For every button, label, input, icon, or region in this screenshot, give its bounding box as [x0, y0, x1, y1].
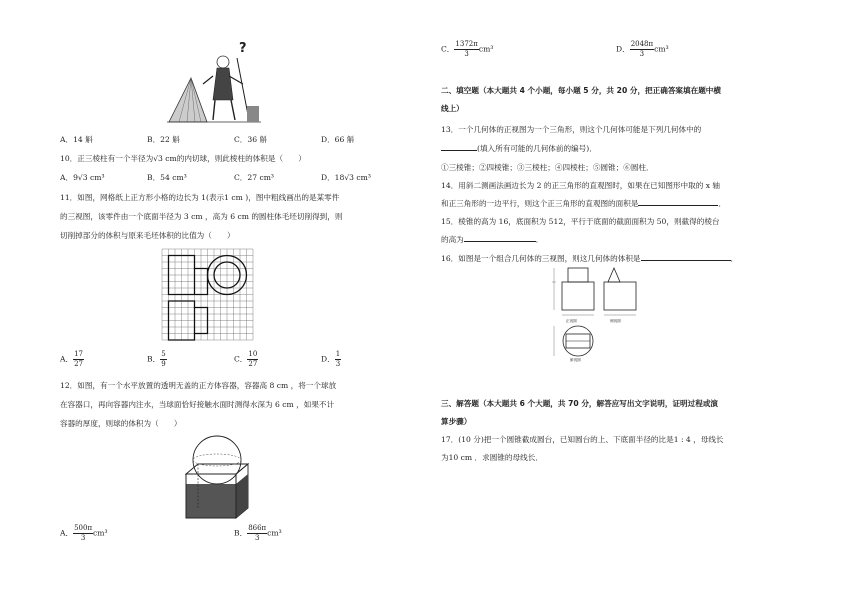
- q11-line-3: 切削掉部分的体积与原来毛坯体积的比值为（ ）: [60, 231, 235, 240]
- q12-option-c: C． $\frac{1372\pi}{3}$ cm³: [441, 40, 494, 58]
- q16-answer-blank[interactable]: [641, 260, 731, 261]
- q9-rice-pile-illustration: [165, 40, 265, 125]
- q12-option-d: D． $\frac{2048\pi}{3}$ cm³: [616, 40, 669, 58]
- q10-option-c: C．27 cm³: [234, 173, 274, 182]
- q10-question: 10．正三棱柱有一个半径为√3 cm的内切球，则此棱柱的体积是（ ）: [60, 154, 306, 163]
- q12-line-1: 12．如图，有一个水平放置的透明无盖的正方体容器，容器高 8 cm ，将一个球放: [60, 381, 337, 390]
- q12-cube-sphere-figure: [180, 434, 255, 520]
- q14-line-1: 14．用斜二测画法画边长为 2 的正三角形的直观图时，如果在已知图形中取的 x 轴: [441, 181, 721, 190]
- q17-line-1: 17．(10 分)把一个圆锥截成圆台，已知圆台的上、下底面半径的比是1 : 4 ，母线长: [441, 435, 724, 444]
- q10-option-a: A．9√3 cm³: [60, 173, 105, 182]
- q13-line-2: (填入所有可能的几何体前的编号)．: [441, 143, 597, 154]
- q10-option-d: D．18√3 cm³: [321, 173, 371, 182]
- q14-answer-blank[interactable]: [638, 205, 718, 206]
- q13-answer-blank[interactable]: [441, 150, 477, 151]
- q9-option-a: A．14 斛: [60, 135, 93, 144]
- svg-text:?: ?: [239, 41, 247, 56]
- front-view-label: 正视图: [566, 319, 577, 323]
- q11-option-a: A． $\frac{17}{27}$: [60, 350, 83, 368]
- q9-option-b: B．22 斛: [147, 135, 180, 144]
- q15-answer-blank[interactable]: [464, 241, 536, 242]
- side-view-label: 侧视图: [610, 319, 621, 323]
- q9-option-d: D．66 斛: [321, 135, 355, 144]
- q17-line-2: 为10 cm ．求圆锥的母线长．: [441, 453, 543, 462]
- q13-line-3: ①三棱锥；②四棱锥；③三棱柱；④四棱柱；⑤圆锥；⑥圆柱．: [441, 163, 654, 172]
- q11-option-d: D． $\frac{1}{3}$: [321, 350, 341, 368]
- q16-question: 16．如图是一个组合几何体的三视图，则这几何体的体积是 ．: [441, 254, 739, 263]
- q11-option-c: C． $\frac{10}{27}$: [234, 350, 258, 368]
- q11-option-b: B． $\frac{5}{9}$: [147, 350, 166, 368]
- section-2-heading-line-2: 线上）: [441, 104, 464, 113]
- q10-option-b: B．54 cm³: [147, 173, 187, 182]
- q11-three-view-grid: [158, 245, 268, 347]
- q15-line-1: 15．棱锥的高为 16，底面积为 512，平行于底面的截面面积为 50，则截得的棱台: [441, 217, 720, 226]
- top-view-label: 俯视图: [570, 358, 581, 362]
- q13-line-1: 13．一个几何体的正视图为一个三角形，则这个几何体可能是下列几何体中的: [441, 125, 702, 134]
- q14-line-2: 和正三角形的一边平行，则这个正三角形的直观图的面积是 ．: [441, 199, 727, 208]
- section-3-heading-line-2: 算步骤）: [441, 417, 472, 426]
- q16-three-view-figure: [548, 262, 643, 362]
- q11-line-2: 的三视图，该零件由一个底面半径为 3 cm ，高为 6 cm 的圆柱体毛坯切削得到，则: [60, 212, 343, 221]
- q9-option-c: C．36 斛: [234, 135, 268, 144]
- q12-line-2: 在容器口，再向容器内注水，当球面恰好接触水面时测得水深为 6 cm ，如果不计: [60, 400, 335, 409]
- q12-option-a: A． $\frac{500\pi}{3}$ cm³: [60, 524, 108, 542]
- q11-line-1: 11．如图，网格纸上正方形小格的边长为 1(表示1 cm )，图中粗线画出的是某零件: [60, 193, 340, 202]
- q12-line-3: 容器的厚度，则球的体积为（ ）: [60, 419, 182, 428]
- section-2-heading-line-1: 二、填空题（本大题共 4 个小题，每小题 5 分，共 20 分，把正确答案填在题中横: [441, 86, 721, 95]
- q15-line-2: 的高为 ．: [441, 235, 544, 244]
- q12-option-b: B． $\frac{866\pi}{3}$ cm³: [234, 524, 282, 542]
- section-3-heading-line-1: 三、解答题（本大题共 6 个大题，共 70 分，解答应写出文字说明，证明过程或演: [441, 399, 719, 408]
